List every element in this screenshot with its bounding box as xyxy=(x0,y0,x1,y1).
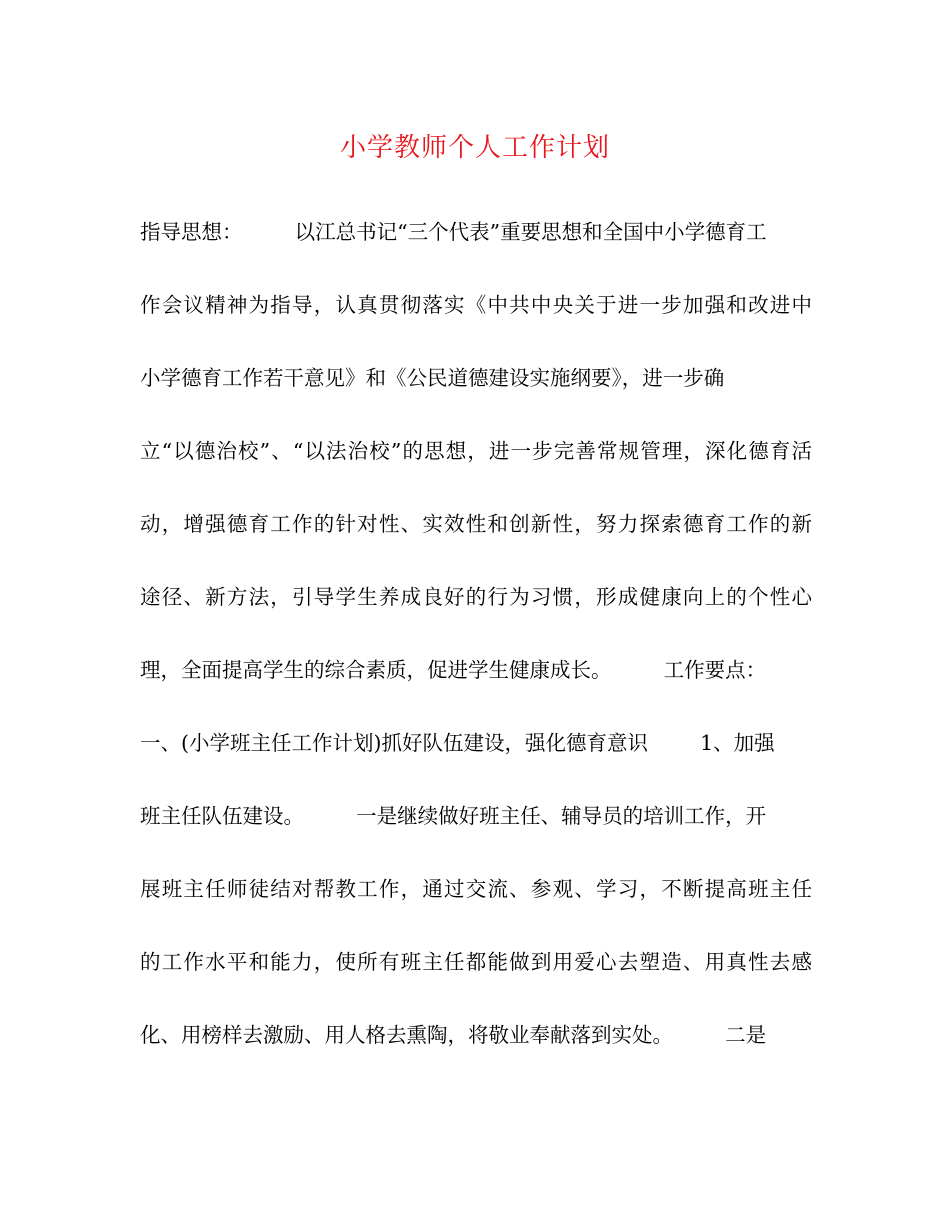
body-line: 理，全面提高学生的综合素质，促进学生健康成长。 工作要点： xyxy=(140,658,767,682)
body-line: 的工作水平和能力，使所有班主任都能做到用爱心去塑造、用真性去感 xyxy=(140,950,812,974)
body-line: 小学德育工作若干意见》和《公民道德建设实施纲要》，进一步确 xyxy=(140,366,725,390)
body-line: 作会议精神为指导，认真贯彻落实《中共中央关于进一步加强和改进中 xyxy=(140,293,812,317)
body-line: 班主任队伍建设。 一是继续做好班主任、辅导员的培训工作，开 xyxy=(140,804,767,828)
body-line: 指导思想： 以江总书记“三个代表”重要思想和全国中小学德育工 xyxy=(140,220,767,244)
body-line: 一、(小学班主任工作计划)抓好队伍建设，强化德育意识 1、加强 xyxy=(140,731,775,755)
body-line: 立“以德治校”、“以法治校”的思想，进一步完善常规管理，深化德育活 xyxy=(140,439,812,463)
body-line: 途径、新方法，引导学生养成良好的行为习惯，形成健康向上的个性心 xyxy=(140,585,812,609)
body-line: 化、用榜样去激励、用人格去熏陶，将敬业奉献落到实处。 二是 xyxy=(140,1023,767,1047)
document-title: 小学教师个人工作计划 xyxy=(339,133,610,163)
body-line: 展班主任师徒结对帮教工作，通过交流、参观、学习，不断提高班主任 xyxy=(140,877,812,901)
body-line: 动，增强德育工作的针对性、实效性和创新性，努力探索德育工作的新 xyxy=(140,512,812,536)
